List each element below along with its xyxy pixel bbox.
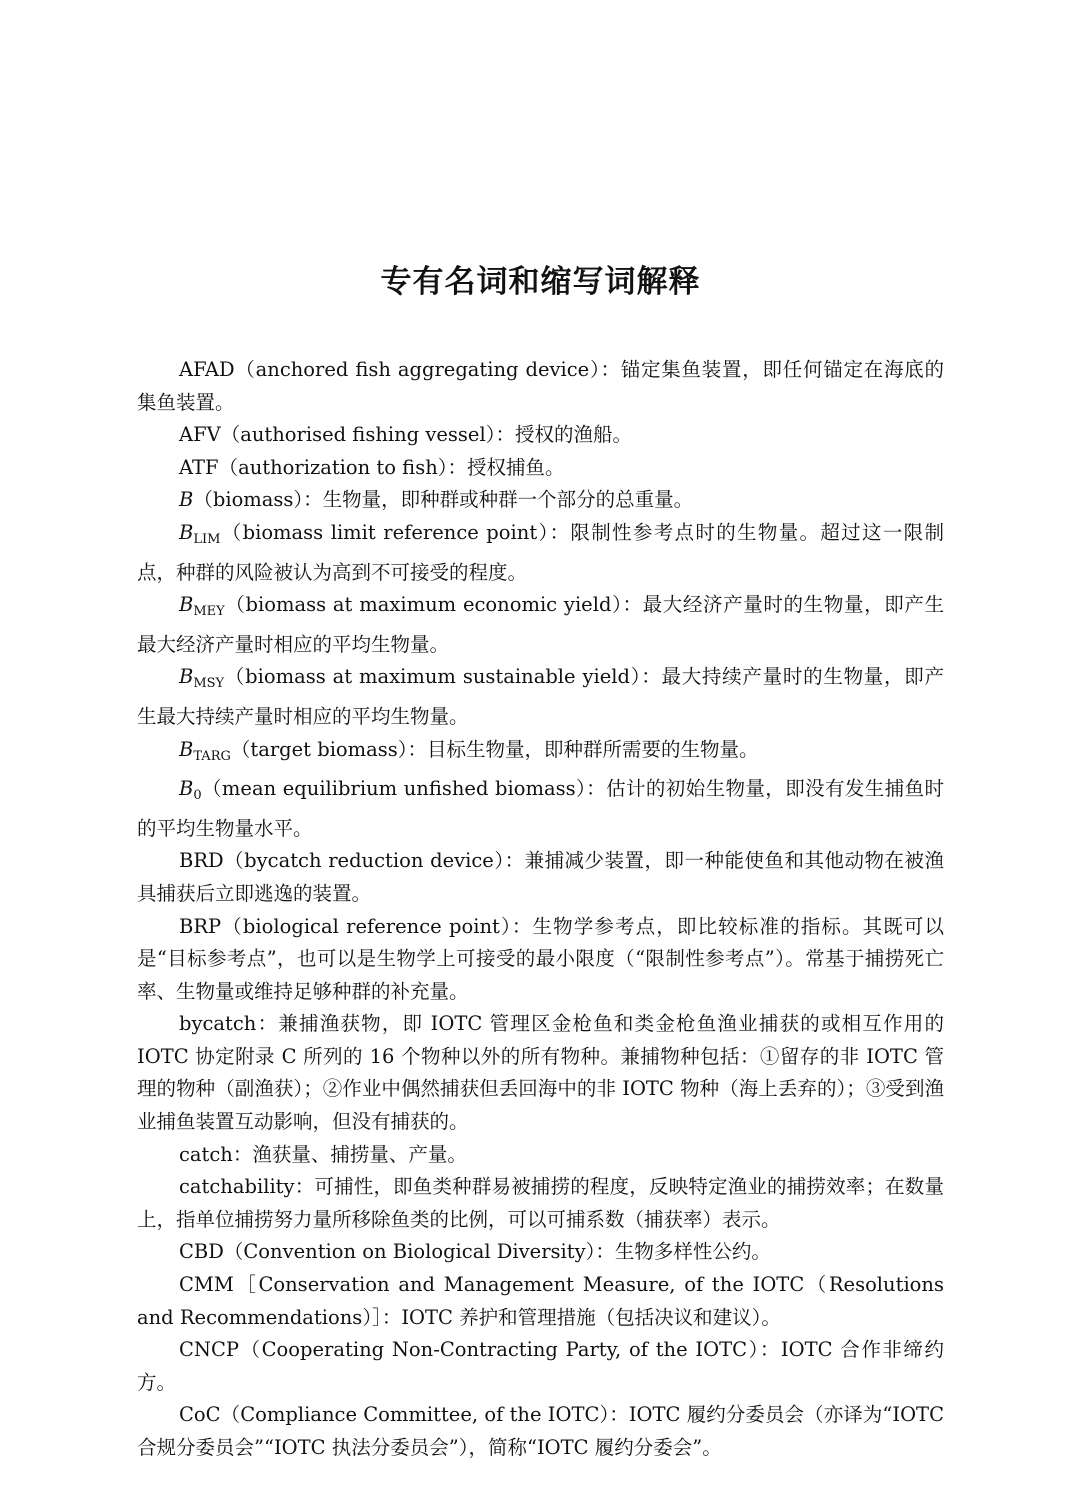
entry-definition: ：渔获量、捕捞量、产量。 xyxy=(232,1142,467,1166)
entry-term: CoC xyxy=(179,1403,221,1427)
entry-definition: （target biomass）：目标生物量，即种群所需要的生物量。 xyxy=(230,737,759,761)
glossary-entry-brd xyxy=(137,845,944,910)
entry-definition: （authorised fishing vessel）：授权的渔船。 xyxy=(220,423,632,447)
entry-definition: （biomass at maximum economic yield）：最大经济产量时的生物量，即产生最大经济产量时相应的平均生物量。 xyxy=(137,593,944,656)
glossary-entry-catchability xyxy=(137,1171,944,1236)
glossary-entry-bmsy xyxy=(137,661,944,733)
glossary-entry-cmm xyxy=(137,1269,944,1334)
entry-subscript: TARG xyxy=(193,748,231,764)
entry-subscript: MSY xyxy=(193,676,225,692)
entry-term: ATF xyxy=(179,455,219,479)
entry-definition: （anchored fish aggregating device）：锚定集鱼装置，即任何锚定在海底的集鱼装置。 xyxy=(137,358,944,414)
entry-definition: ：兼捕渔获物，即 IOTC 管理区金枪鱼和类金枪鱼渔业捕获的或相互作用的 IOTC 协定附录 C 所列的 16 个物种以外的所有物种。兼捕物种包括：①留存的非 IOTC 管理的物种（副渔获）；②作业中偶然捕获但丢回海中的非 IOTC 物种（海上丢弃的）；③受到渔业捕鱼装置互动影响，但没有捕获的。 xyxy=(137,1012,944,1134)
entry-term: CBD xyxy=(179,1240,224,1264)
entry-term: B xyxy=(179,488,194,512)
glossary-entry-b xyxy=(137,484,944,517)
glossary-entry-b0 xyxy=(137,773,944,845)
entry-definition: （biomass at maximum sustainable yield）：最大持续产量时的生物量，即产生最大持续产量时相应的平均生物量。 xyxy=(137,665,944,728)
glossary-entry-afad xyxy=(137,354,944,419)
entry-term: BRD xyxy=(179,849,224,873)
entry-term: CNCP xyxy=(179,1338,240,1362)
glossary-entry-catch xyxy=(137,1139,944,1172)
glossary-entry-coc xyxy=(137,1399,944,1464)
entry-definition: ［Conservation and Management Measure, of the IOTC（Resolutions and Recommendations）］：IOTC 养护和管理措施（包括决议和建议）。 xyxy=(137,1273,944,1329)
entry-term: B xyxy=(179,520,194,544)
entry-term: B xyxy=(179,665,194,689)
entry-definition: （biomass limit reference point）：限制性参考点时的生物量。超过这一限制点，种群的风险被认为高到不可接受的程度。 xyxy=(137,520,944,584)
entry-definition: （mean equilibrium unfished biomass）：估计的初始生物量，即没有发生捕鱼时的平均生物量水平。 xyxy=(137,777,944,840)
entry-term: B xyxy=(179,593,194,617)
entry-term: AFAD xyxy=(179,358,235,381)
page-title: 专有名词和缩写词解释 xyxy=(380,264,701,300)
entry-term: catchability xyxy=(179,1175,295,1199)
entry-definition: ：可捕性，即鱼类种群易被捕捞的程度，反映特定渔业的捕捞效率；在数量上，指单位捕捞努力量所移除鱼类的比例，可以可捕系数（捕获率）表示。 xyxy=(137,1175,944,1231)
entry-definition: （biomass）：生物量，即种群或种群一个部分的总重量。 xyxy=(193,488,694,512)
glossary-entry-afv xyxy=(137,419,944,452)
glossary-list xyxy=(137,354,944,1465)
glossary-entry-cbd xyxy=(137,1236,944,1269)
entry-term: BRP xyxy=(179,914,222,938)
glossary-entry-blim xyxy=(137,517,944,589)
glossary-entry-brp xyxy=(137,911,944,1009)
entry-term: B xyxy=(179,737,194,761)
entry-term: catch xyxy=(179,1142,233,1166)
glossary-entry-cncp xyxy=(137,1334,944,1399)
entry-subscript: 0 xyxy=(193,788,202,804)
glossary-entry-bycatch xyxy=(137,1008,944,1138)
entry-definition: （biological reference point）：生物学参考点，即比较标准的指标。其既可以是“目标参考点”，也可以是生物学上可接受的最小限度（“限制性参考点”）。常基于捕捞死亡率、生物量或维持足够种群的补充量。 xyxy=(137,914,944,1003)
entry-definition: （Compliance Committee, of the IOTC）：IOTC 履约分委员会（亦译为“IOTC 合规分委员会”“IOTC 执法分委员会”），简称“IOTC 履约分委会”。 xyxy=(137,1403,944,1459)
entry-subscript: MEY xyxy=(193,604,225,620)
entry-definition: （Cooperating Non-Contracting Party, of the IOTC）：IOTC 合作非缔约方。 xyxy=(137,1338,944,1394)
entry-definition: （authorization to fish）：授权捕鱼。 xyxy=(218,455,565,479)
entry-term: B xyxy=(179,777,194,801)
entry-term: CMM xyxy=(179,1273,234,1297)
entry-definition: （Convention on Biological Diversity）：生物多样性公约。 xyxy=(223,1240,771,1264)
entry-subscript: LIM xyxy=(193,531,221,547)
entry-term: bycatch xyxy=(179,1012,257,1036)
entry-definition: （bycatch reduction device）：兼捕减少装置，即一种能使鱼和其他动物在被渔具捕获后立即逃逸的装置。 xyxy=(137,849,944,905)
entry-term: AFV xyxy=(179,423,221,447)
glossary-entry-atf xyxy=(137,452,944,485)
glossary-entry-bmey xyxy=(137,589,944,661)
glossary-entry-btarg xyxy=(137,734,944,774)
